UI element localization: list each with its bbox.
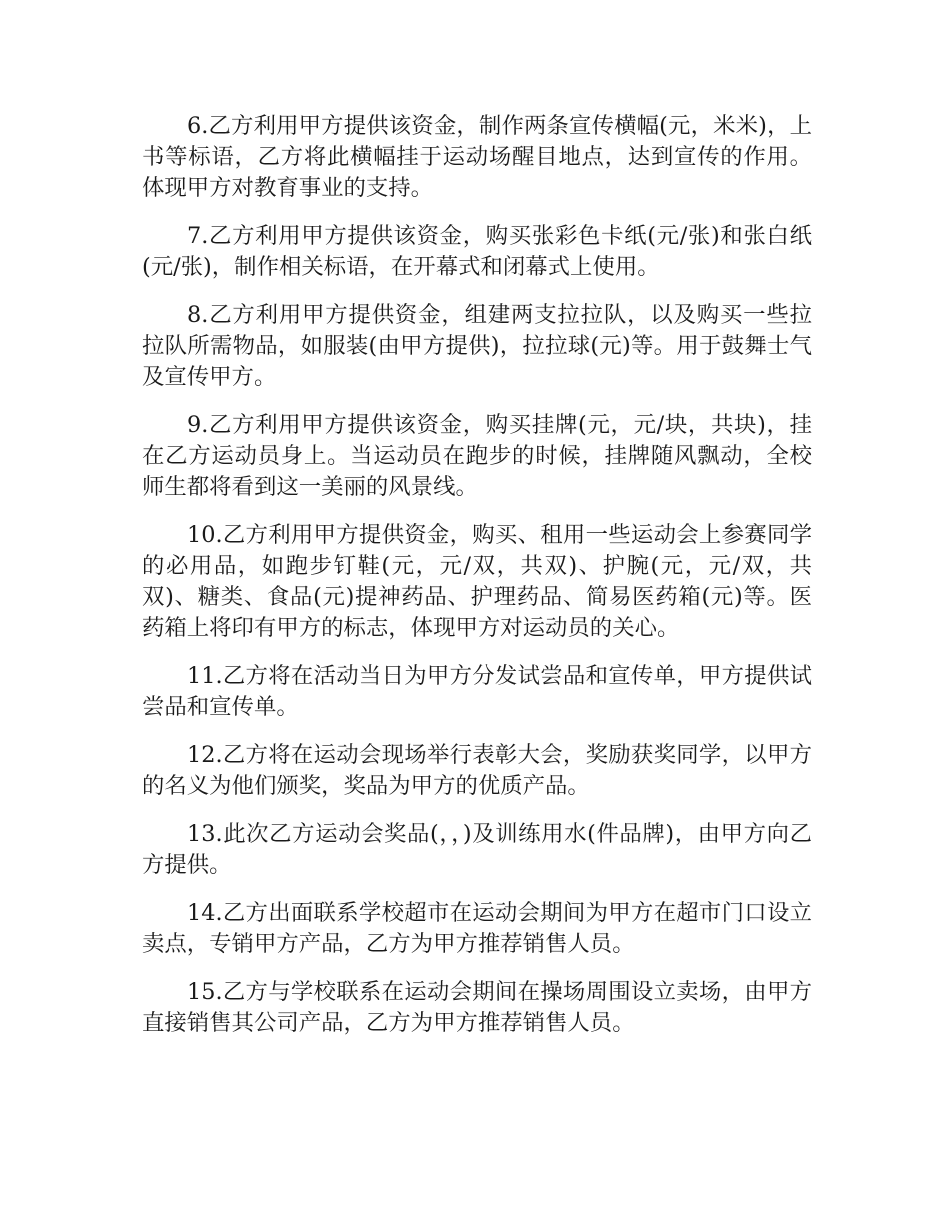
document-body — [142, 111, 812, 1056]
clause-14: 14.乙方出面联系学校超市在运动会期间为甲方在超市门口设立卖点，专销甲方产品，乙方为甲方推荐销售人员。 — [142, 900, 812, 957]
clause-12: 12.乙方将在运动会现场举行表彰大会，奖励获奖同学，以甲方的名义为他们颁奖，奖品为甲方的优质产品。 — [142, 742, 812, 799]
clause-6: 6.乙方利用甲方提供该资金，制作两条宣传横幅(元，米米)，上书等标语，乙方将此横幅挂于运动场醒目地点，达到宣传的作用。体现甲方对教育事业的支持。 — [142, 113, 812, 201]
clause-7: 7.乙方利用甲方提供该资金，购买张彩色卡纸(元/张)和张白纸(元/张)，制作相关标语，在开幕式和闭幕式上使用。 — [142, 223, 812, 280]
clause-10: 10.乙方利用甲方提供资金，购买、租用一些运动会上参赛同学的必用品，如跑步钉鞋(元，元/双，共双)、护腕(元，元/双，共双)、糖类、食品(元)提神药品、护理药品、简易医药箱(元)等。医药箱上将印有甲方的标志，体现甲方对运动员的关心。 — [142, 522, 812, 641]
clause-8: 8.乙方利用甲方提供资金，组建两支拉拉队，以及购买一些拉拉队所需物品，如服装(由甲方提供)，拉拉球(元)等。用于鼓舞士气及宣传甲方。 — [142, 302, 812, 390]
clause-13: 13.此次乙方运动会奖品(，，)及训练用水(件品牌)，由甲方向乙方提供。 — [142, 821, 812, 878]
clause-9: 9.乙方利用甲方提供该资金，购买挂牌(元，元/块，共块)，挂在乙方运动员身上。当运动员在跑步的时候，挂牌随风飘动，全校师生都将看到这一美丽的风景线。 — [142, 412, 812, 500]
clause-15: 15.乙方与学校联系在运动会期间在操场周围设立卖场，由甲方直接销售其公司产品，乙方为甲方推荐销售人员。 — [142, 979, 812, 1036]
clause-11: 11.乙方将在活动当日为甲方分发试尝品和宣传单，甲方提供试尝品和宣传单。 — [142, 663, 812, 720]
